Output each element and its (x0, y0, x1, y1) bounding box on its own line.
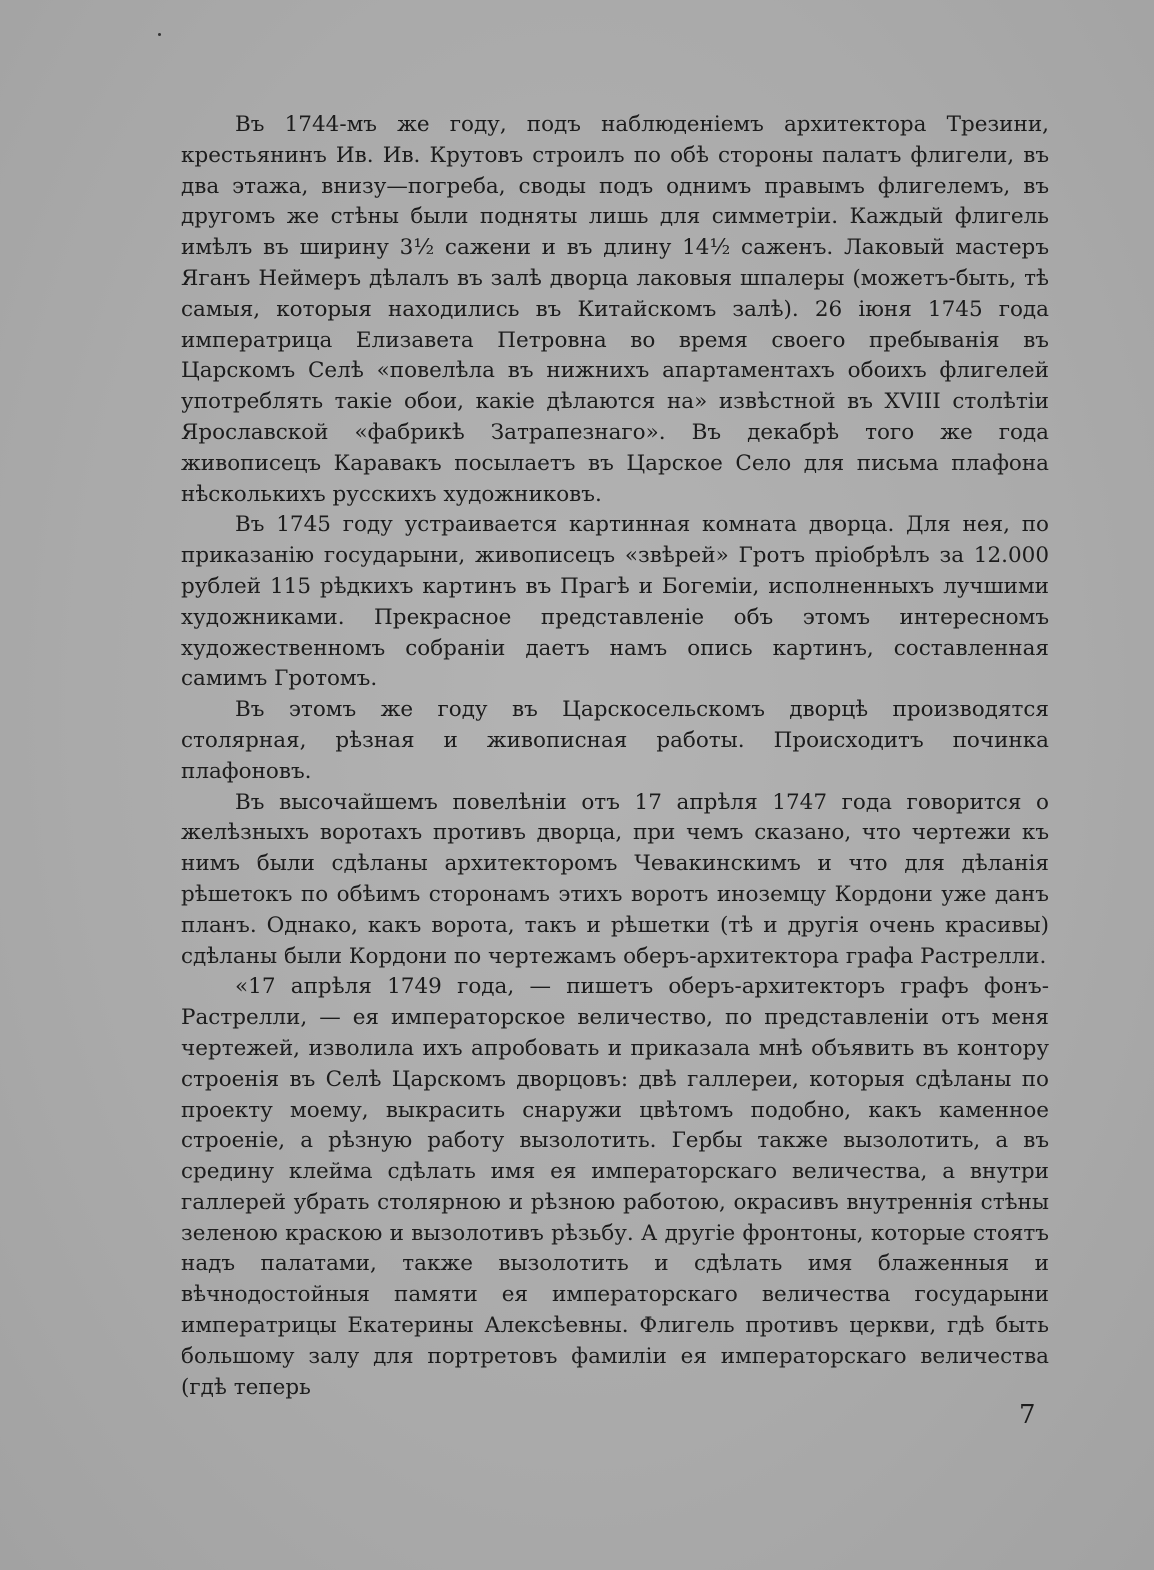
paragraph-3: Въ этомъ же году въ Царскосельскомъ дворцѣ производятся столярная, рѣзная и живописная работы. Происходитъ починка плафоновъ. (181, 697, 1049, 784)
paragraph-4: Въ высочайшемъ повелѣніи отъ 17 апрѣля 1747 года говорится о желѣзныхъ воротахъ противъ дворца, при чемъ сказано, что чертежи къ нимъ были сдѣланы архитекторомъ Чевакинскимъ и что для дѣланія рѣшетокъ по обѣимъ сторонамъ этихъ воротъ иноземцу Кордони уже данъ планъ. Однако, какъ ворота, такъ и рѣшетки (тѣ и другія очень красивы) сдѣланы были Кордони по чертежамъ оберъ-архитектора графа Растрелли. (181, 789, 1049, 969)
paragraph-5: «17 апрѣля 1749 года, — пишетъ оберъ-архитекторъ графъ фонъ-Растрелли, — ея императорское величество, по представленіи отъ меня чертежей, изволила ихъ апробовать и приказала мнѣ объявить въ контору строенія въ Селѣ Царскомъ дворцовъ: двѣ галлереи, которыя сдѣланы по проекту моему, выкрасить снаружи цвѣтомъ подобно, какъ каменное строеніе, а рѣзную работу вызолотить. Гербы также вызолотить, а въ средину клейма сдѣлать имя ея императорскаго величества, а внутри галлерей убрать столярною и рѣзною работою, окрасивъ внутреннія стѣны зеленою краскою и вызолотивъ рѣзьбу. А другіе фронтоны, которые стоятъ надъ палатами, также вызолотить и сдѣлать имя блаженныя и вѣчнодостойныя памяти ея императорскаго величества государыни императрицы Екатерины Алексѣевны. Флигель противъ церкви, гдѣ быть большому залу для портретовъ фамиліи ея императорскаго величества (гдѣ теперь (181, 974, 1049, 1400)
print-speck (158, 33, 161, 36)
paragraph-2: Въ 1745 году устраивается картинная комната дворца. Для нея, по приказанію государыни, живописецъ «звѣрей» Гротъ пріобрѣлъ за 12.000 рублей 115 рѣдкихъ картинъ въ Прагѣ и Богеміи, исполненныхъ лучшими художниками. Прекрасное представленіе объ этомъ интересномъ художественномъ собраніи даетъ намъ опись картинъ, составленная самимъ Гротомъ. (181, 512, 1049, 692)
paragraph-1: Въ 1744-мъ же году, подъ наблюденіемъ архитектора Трезини, крестьянинъ Ив. Ив. Крутовъ строилъ по обѣ стороны палатъ флигели, въ два этажа, внизу—погреба, своды подъ однимъ правымъ флигелемъ, въ другомъ же стѣны были подняты лишь для симметріи. Каждый флигель имѣлъ въ ширину 3½ сажени и въ длину 14½ саженъ. Лаковый мастеръ Яганъ Неймеръ дѣлалъ въ залѣ дворца лаковыя шпалеры (можетъ-быть, тѣ самыя, которыя находились въ Китайскомъ залѣ). 26 іюня 1745 года императрица Елизавета Петровна во время своего пребыванія въ Царскомъ Селѣ «повелѣла въ нижнихъ апартаментахъ обоихъ флигелей употреблять такіе обои, какіе дѣлаются на» извѣстной въ XVIII столѣтіи Ярославской «фабрикѣ Затрапезнаго». Въ декабрѣ того же года живописецъ Каравакъ посылаетъ въ Царское Село для письма плафона нѣсколькихъ русскихъ художниковъ. (181, 112, 1049, 507)
body-text (181, 110, 1049, 1403)
page-number: 7 (1019, 1400, 1036, 1430)
